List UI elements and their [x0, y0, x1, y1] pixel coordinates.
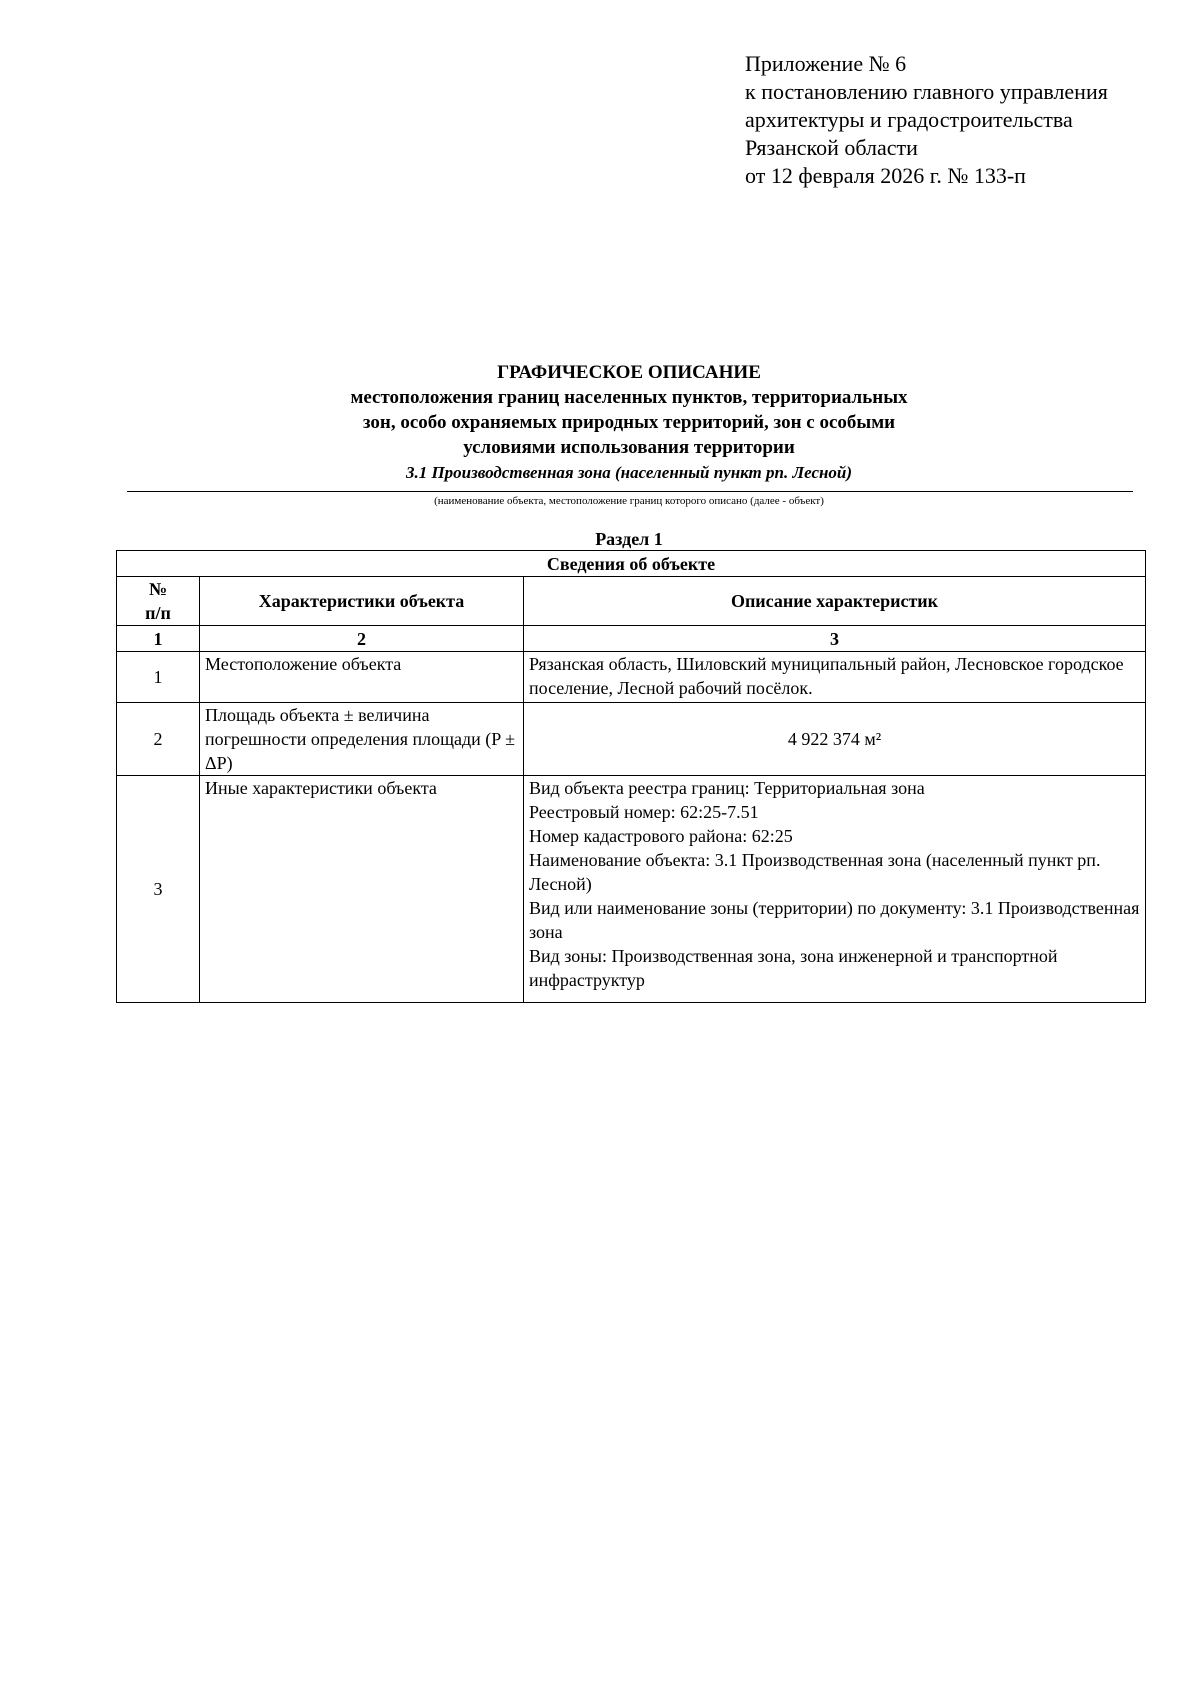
appendix-line: от 12 февраля 2026 г. № 133-п [745, 163, 1026, 188]
row-description: Рязанская область, Шиловский муниципальный район, Лесновское городское поселение, Лесной рабочий посёлок. [524, 652, 1146, 703]
column-number: 3 [524, 626, 1146, 652]
table-column-numbers-row [117, 626, 1146, 652]
object-name: 3.1 Производственная зона (населенный пункт рп. Лесной) [405, 463, 853, 482]
document-subtitle-line: условиями использования территории [463, 437, 795, 458]
document-title: ГРАФИЧЕСКОЕ ОПИСАНИЕ [497, 362, 761, 383]
row-number: 3 [117, 776, 200, 1003]
table-caption-row [117, 551, 1146, 577]
row-number: 2 [117, 703, 200, 776]
column-header-characteristic: Характеристики объекта [200, 577, 524, 626]
description-line: Реестровый номер: 62:25-7.51 [529, 802, 759, 822]
appendix-line: Рязанской области [745, 135, 918, 160]
row-number: 1 [117, 652, 200, 703]
object-info-table [116, 550, 1146, 1003]
column-number: 1 [117, 626, 200, 652]
appendix-line: архитектуры и градостроительства [745, 107, 1073, 132]
description-line: Наименование объекта: 3.1 Производственная зона (населенный пункт рп. Лесной) [529, 850, 1101, 894]
table-caption: Сведения об объекте [117, 551, 1146, 577]
description-line: Вид зоны: Производственная зона, зона инженерной и транспортной инфраструктур [529, 946, 1058, 990]
description-line: Вид или наименование зоны (территории) по документу: 3.1 Производственная зона [529, 898, 1140, 942]
row-characteristic: Иные характеристики объекта [200, 776, 524, 1003]
table-row [117, 776, 1146, 1003]
column-header-description: Описание характеристик [524, 577, 1146, 626]
object-name-underline [127, 491, 1133, 492]
document-subtitle-line: зон, особо охраняемых природных территорий, зон с особыми [362, 412, 896, 433]
section-title: Раздел 1 [595, 529, 663, 549]
row-characteristic: Площадь объекта ± величина погрешности определения площади (P ± ΔP) [200, 703, 524, 776]
object-caption: (наименование объекта, местоположение границ которого описано (далее - объект) [434, 495, 824, 507]
row-characteristic: Местоположение объекта [200, 652, 524, 703]
column-header-number-text: № п/п [145, 579, 171, 623]
appendix-line: к постановлению главного управления [745, 79, 1108, 104]
description-line: Вид объекта реестра границ: Территориальная зона [529, 778, 925, 798]
document-title-block [120, 360, 1138, 484]
appendix-reference [745, 50, 1185, 190]
document-subtitle-line: местоположения границ населенных пунктов, территориальных [350, 387, 908, 408]
table-row [117, 703, 1146, 776]
appendix-line: Приложение № 6 [745, 51, 907, 76]
description-line: Номер кадастрового района: 62:25 [529, 826, 793, 846]
column-number: 2 [200, 626, 524, 652]
column-header-number [117, 577, 200, 626]
row-description [524, 776, 1146, 1003]
row-description: 4 922 374 м² [524, 703, 1146, 776]
table-row [117, 652, 1146, 703]
table-header-row [117, 577, 1146, 626]
